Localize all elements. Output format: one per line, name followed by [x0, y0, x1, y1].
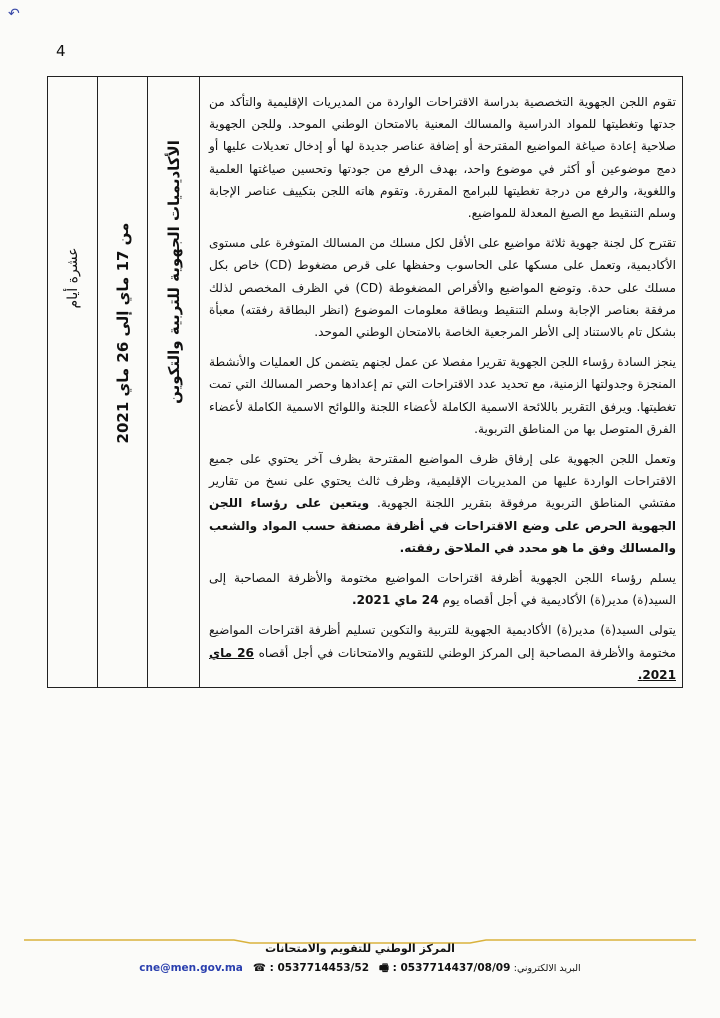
footer-org-name: المركز الوطني للتقويم والامتحانات — [265, 942, 455, 955]
duration-text: عشرة أيام — [64, 247, 81, 309]
paragraph-5 — [209, 567, 676, 611]
phone-number: ☎ : 0537714453/52 — [252, 962, 370, 974]
email-link[interactable]: cne@men.gov.ma — [139, 962, 243, 974]
paragraph-1: تقوم اللجن الجهوية التخصصية بدراسة الاقتراحات الواردة من المديريات الإقليمية والتأكد من جدتها وتغطيتها للمواد الدراسية والمسالك المعنية بالامتحان الوطني الموحد. وللجن الجهوية صلاحية إعادة صياغة المواضيع المقترحة أو إضافة عناصر جديدة لها أو إدخال تعديلات عليها أو دمج موضوعين أو أكثر في موضوع واحد، بهدف الرفع من جودتها وتحسين صياغتها العلمية واللغوية، والرفع من درجة تغطيتها للبرامج المقررة. وتقوم هاته اللجن بتكييف عناصر الإجابة وسلم التنقيط مع الصيغ المعدلة للمواضيع. — [209, 95, 676, 221]
paragraph-2: تقترح كل لجنة جهوية ثلاثة مواضيع على الأقل لكل مسلك من المسالك المتوفرة على مستوى الأكاديمية، وتعمل على مسكها على الحاسوب وحفظها على قرص مضغوط (CD) خاص بكل مسلك على حدة. وتوضع المواضيع والأقراص المضغوطة (CD) في الظرف المخصص لذلك مرفقة بعناصر الإجابة وسلم التنقيط وبطاقة معلومات الموضوع (انظر البطاقة رفقته) معبأة بشكل تام بالاستناد إلى الأطر المرجعية الخاصة بالامتحان الوطني الموحد. — [209, 236, 676, 340]
fax-number: 🖷 : 0537714437/08/09 — [379, 962, 511, 974]
description-cell — [201, 77, 682, 687]
footer-contact — [0, 960, 720, 978]
date-cell — [98, 77, 148, 687]
deadline-24-may: 24 ماي 2021. — [351, 593, 439, 608]
deadline-26-may: 26 ماي 2021. — [209, 645, 676, 682]
paragraph-3: ينجز السادة رؤساء اللجن الجهوية تقريرا مفصلا عن عمل لجنهم يتضمن كل العمليات والأنشطة المنجزة وجدولتها الزمنية، مع تحديد عدد الاقتراحات التي تم إعدادها وحصر المسالك التي تمت تغطيتها. ويرفق التقرير باللائحة الاسمية الكاملة لأعضاء اللجنة واللوائح الاسمية الكاملة لأعضاء الفرق المتوصل بها من المناطق التربوية. — [209, 355, 676, 436]
actor-text: الأكاديميات الجهوية للتربية والتكوين — [164, 140, 183, 405]
paragraph-4-text: وتعمل اللجن الجهوية على إرفاق ظرف المواضيع المقترحة بظرف آخر يحتوي على جميع الاقتراحات الواردة عليها من المديريات الإقليمية، وظرف ثالث يحتوي على نسخ من تقارير مفتشي المناطق التربوية مرفوقة بتقرير اللجنة الجهوية. — [209, 452, 676, 511]
page-number: 4 — [56, 42, 66, 60]
schedule-table — [47, 76, 683, 688]
date-range-text: من 17 ماي إلى 26 ماي 2021 — [113, 222, 132, 444]
paragraph-6-text: يتولى السيد(ة) مدير(ة) الأكاديمية الجهوية للتربية والتكوين تسليم أظرفة اقتراحات المواضيع مختومة والأظرفة المصاحبة إلى المركز الوطني للتقويم والامتحانات في أجل أقصاه — [209, 623, 676, 660]
email-label: البريد الالكتروني: — [513, 963, 581, 974]
paragraph-4 — [209, 448, 676, 559]
corner-arrow-icon: ↶ — [8, 6, 20, 22]
paragraph-4-emphasis: ويتعين على رؤساء اللجن الجهوية الحرص على وضع الاقتراحات في أظرفة مصنفة حسب المواد والشعب والمسالك وفق ما هو محدد في الملاحق رفقته. — [209, 496, 676, 555]
actor-cell — [148, 77, 200, 687]
duration-cell — [48, 77, 98, 687]
paragraph-5-text: يسلم رؤساء اللجن الجهوية أظرفة اقتراحات المواضيع مختومة والأظرفة المصاحبة إلى السيد(ة) مدير(ة) الأكاديمية في أجل أقصاه يوم — [209, 571, 676, 608]
paragraph-6 — [209, 619, 676, 686]
